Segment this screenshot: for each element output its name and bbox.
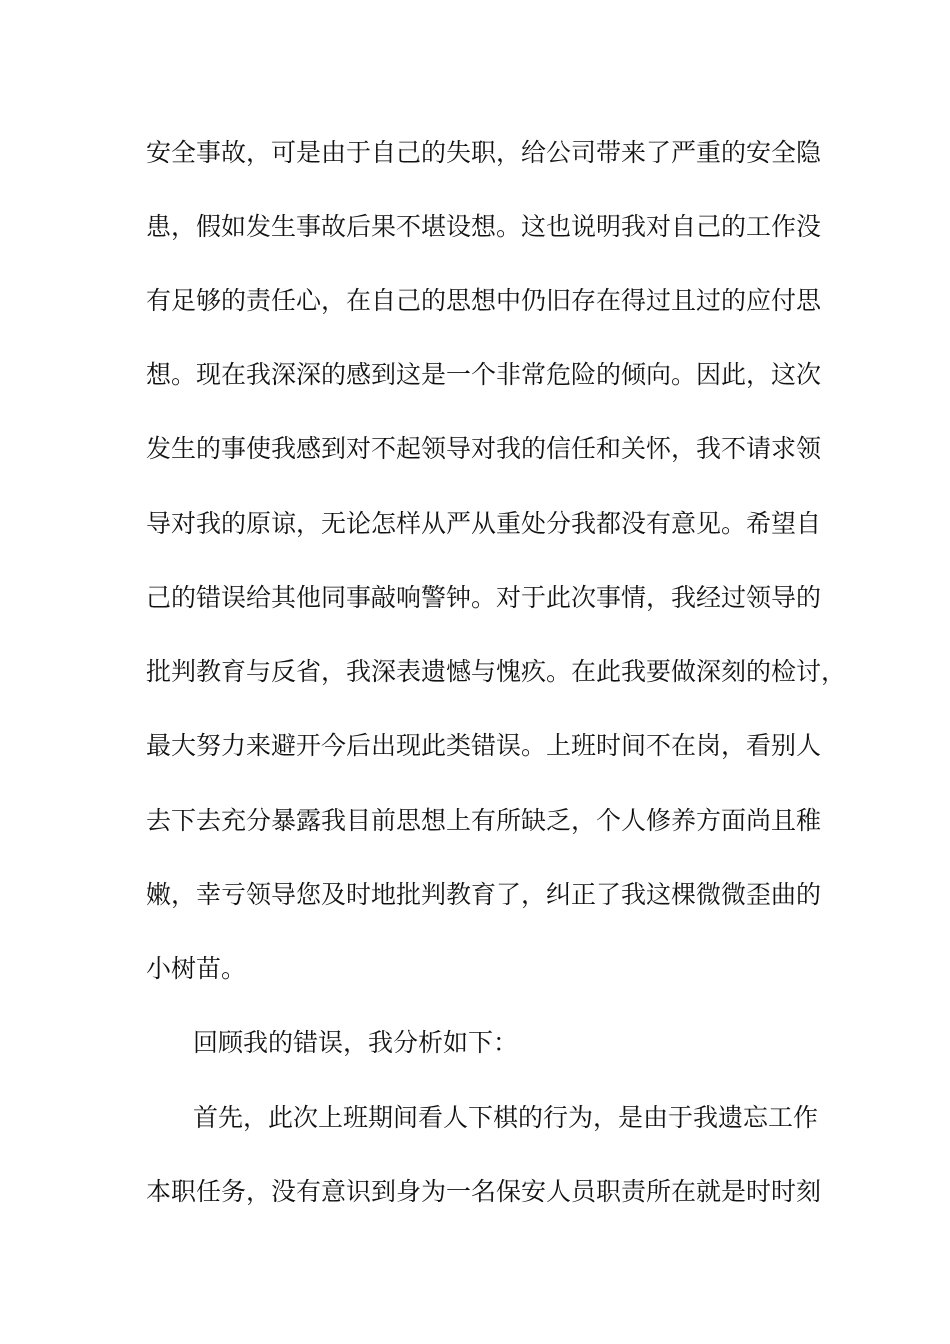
text-line: 己的错误给其他同事敲响警钟。对于此次事情，我经过领导的 xyxy=(146,583,822,612)
text-line: 导对我的原谅，无论怎样从严从重处分我都没有意见。希望自 xyxy=(146,509,822,538)
paragraph-first-line: 首先，此次上班期间看人下棋的行为，是由于我遗忘工作 xyxy=(193,1103,819,1132)
text-line: 发生的事使我感到对不起领导对我的信任和关怀，我不请求领 xyxy=(146,434,822,463)
text-line: 想。现在我深深的感到这是一个非常危险的倾向。因此，这次 xyxy=(146,360,822,389)
paragraph-first-line: 回顾我的错误，我分析如下： xyxy=(193,1028,519,1057)
text-line: 本职任务，没有意识到身为一名保安人员职责所在就是时时刻 xyxy=(146,1177,822,1206)
text-line: 患，假如发生事故后果不堪设想。这也说明我对自己的工作没 xyxy=(146,212,822,241)
text-line: 嫩，幸亏领导您及时地批判教育了，纠正了我这棵微微歪曲的 xyxy=(146,880,822,909)
text-line: 小树苗。 xyxy=(146,954,247,983)
text-line: 去下去充分暴露我目前思想上有所缺乏，个人修养方面尚且稚 xyxy=(146,806,822,835)
text-line: 批判教育与反省，我深表遗憾与愧疚。在此我要做深刻的检讨， xyxy=(146,657,847,686)
text-line: 安全事故，可是由于自己的失职，给公司带来了严重的安全隐 xyxy=(146,138,822,167)
text-line: 最大努力来避开今后出现此类错误。上班时间不在岗，看别人 xyxy=(146,731,822,760)
text-line: 有足够的责任心，在自己的思想中仍旧存在得过且过的应付思 xyxy=(146,286,822,315)
